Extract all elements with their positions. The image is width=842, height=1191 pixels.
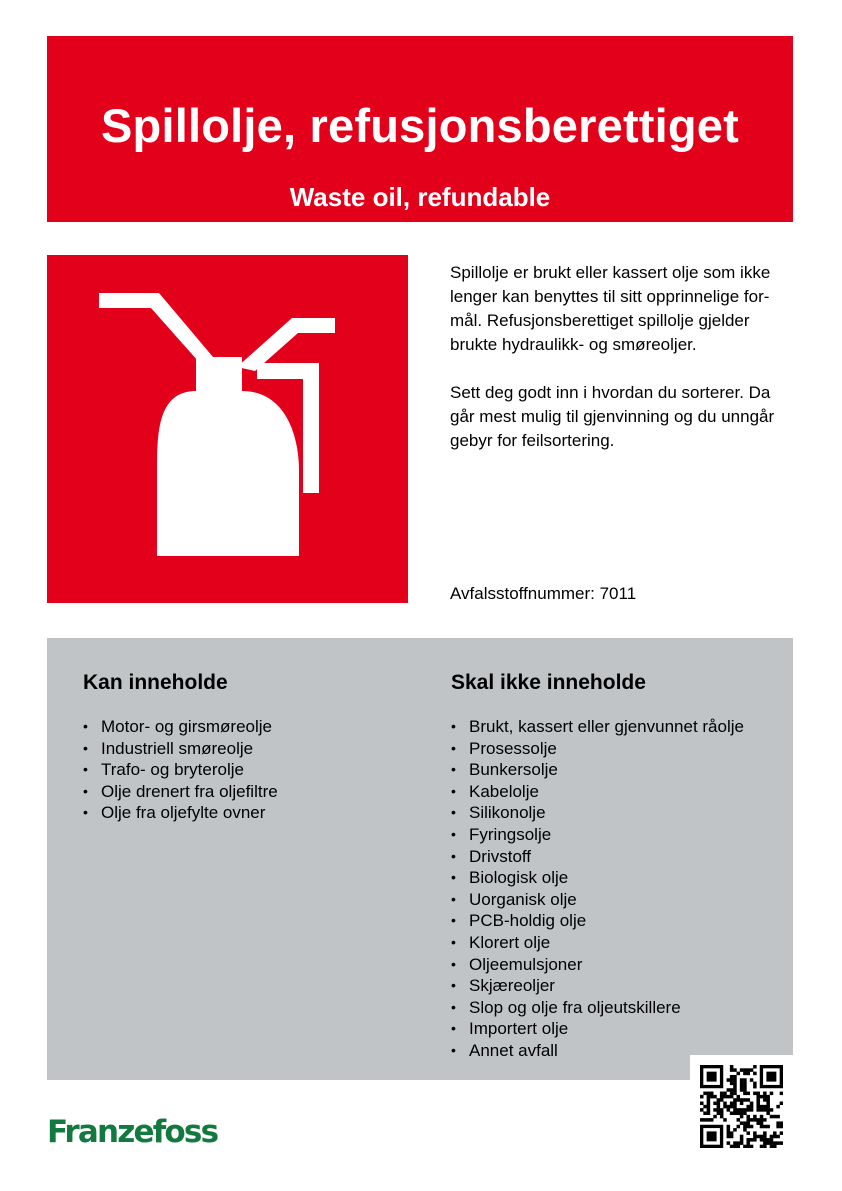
description-text [450,261,795,477]
oil-can-icon [47,255,408,603]
list-item: • Skjæreoljer [451,975,744,997]
list-item: • Silikonolje [451,802,744,824]
must-not-contain-list [451,716,744,1062]
franzefoss-logo: Franzefoss [47,1114,218,1150]
list-item: • Motor- og girsmøreolje [83,716,278,738]
can-contain-heading: Kan inneholde [83,671,228,694]
list-item: • Olje fra oljefylte ovner [83,802,278,824]
list-item: • Olje drenert fra oljefiltre [83,781,278,803]
page-subtitle: Waste oil, refundable [289,182,551,212]
must-not-contain-heading: Skal ikke inneholde [451,671,646,694]
page-title: Spillolje, refusjonsberettiget [101,99,739,152]
list-item: • Brukt, kassert eller gjenvunnet råolje [451,716,744,738]
list-item: • Importert olje [451,1018,744,1040]
list-item: • Biologisk olje [451,867,744,889]
list-item: • Prosessolje [451,738,744,760]
list-item: • PCB-holdig olje [451,910,744,932]
list-item: • Bunkersolje [451,759,744,781]
list-item: • Uorganisk olje [451,889,744,911]
can-contain-list [83,716,278,824]
list-item: • Fyringsolje [451,824,744,846]
description-paragraph: Sett deg godt inn i hvordan du sorterer. Da går mest mulig til gjenvinning og du unngår gebyr for feilsortering. [450,383,775,450]
list-item: • Klorert olje [451,932,744,954]
qr-code[interactable] [690,1055,793,1158]
qr-code-icon [700,1065,783,1148]
list-item: • Trafo- og bryterolje [83,759,278,781]
list-item: • Annet avfall [451,1040,744,1062]
list-item: • Industriell smøreolje [83,738,278,760]
list-item: • Kabelolje [451,781,744,803]
list-item: • Oljeemulsjoner [451,954,744,976]
waste-number: Avfalsstoffnummer: 7011 [450,584,637,603]
list-item: • Slop og olje fra oljeutskillere [451,997,744,1019]
description-paragraph: Spillolje er brukt eller kassert olje som ikke lenger kan benyttes til sitt opprinnelige formål. Refusjonsberettiget spillolje gjelder brukte hydraulikk- og smøreoljer. [450,263,771,354]
oil-can-pictogram [47,255,408,603]
header-banner [47,36,793,222]
list-item: • Drivstoff [451,846,744,868]
